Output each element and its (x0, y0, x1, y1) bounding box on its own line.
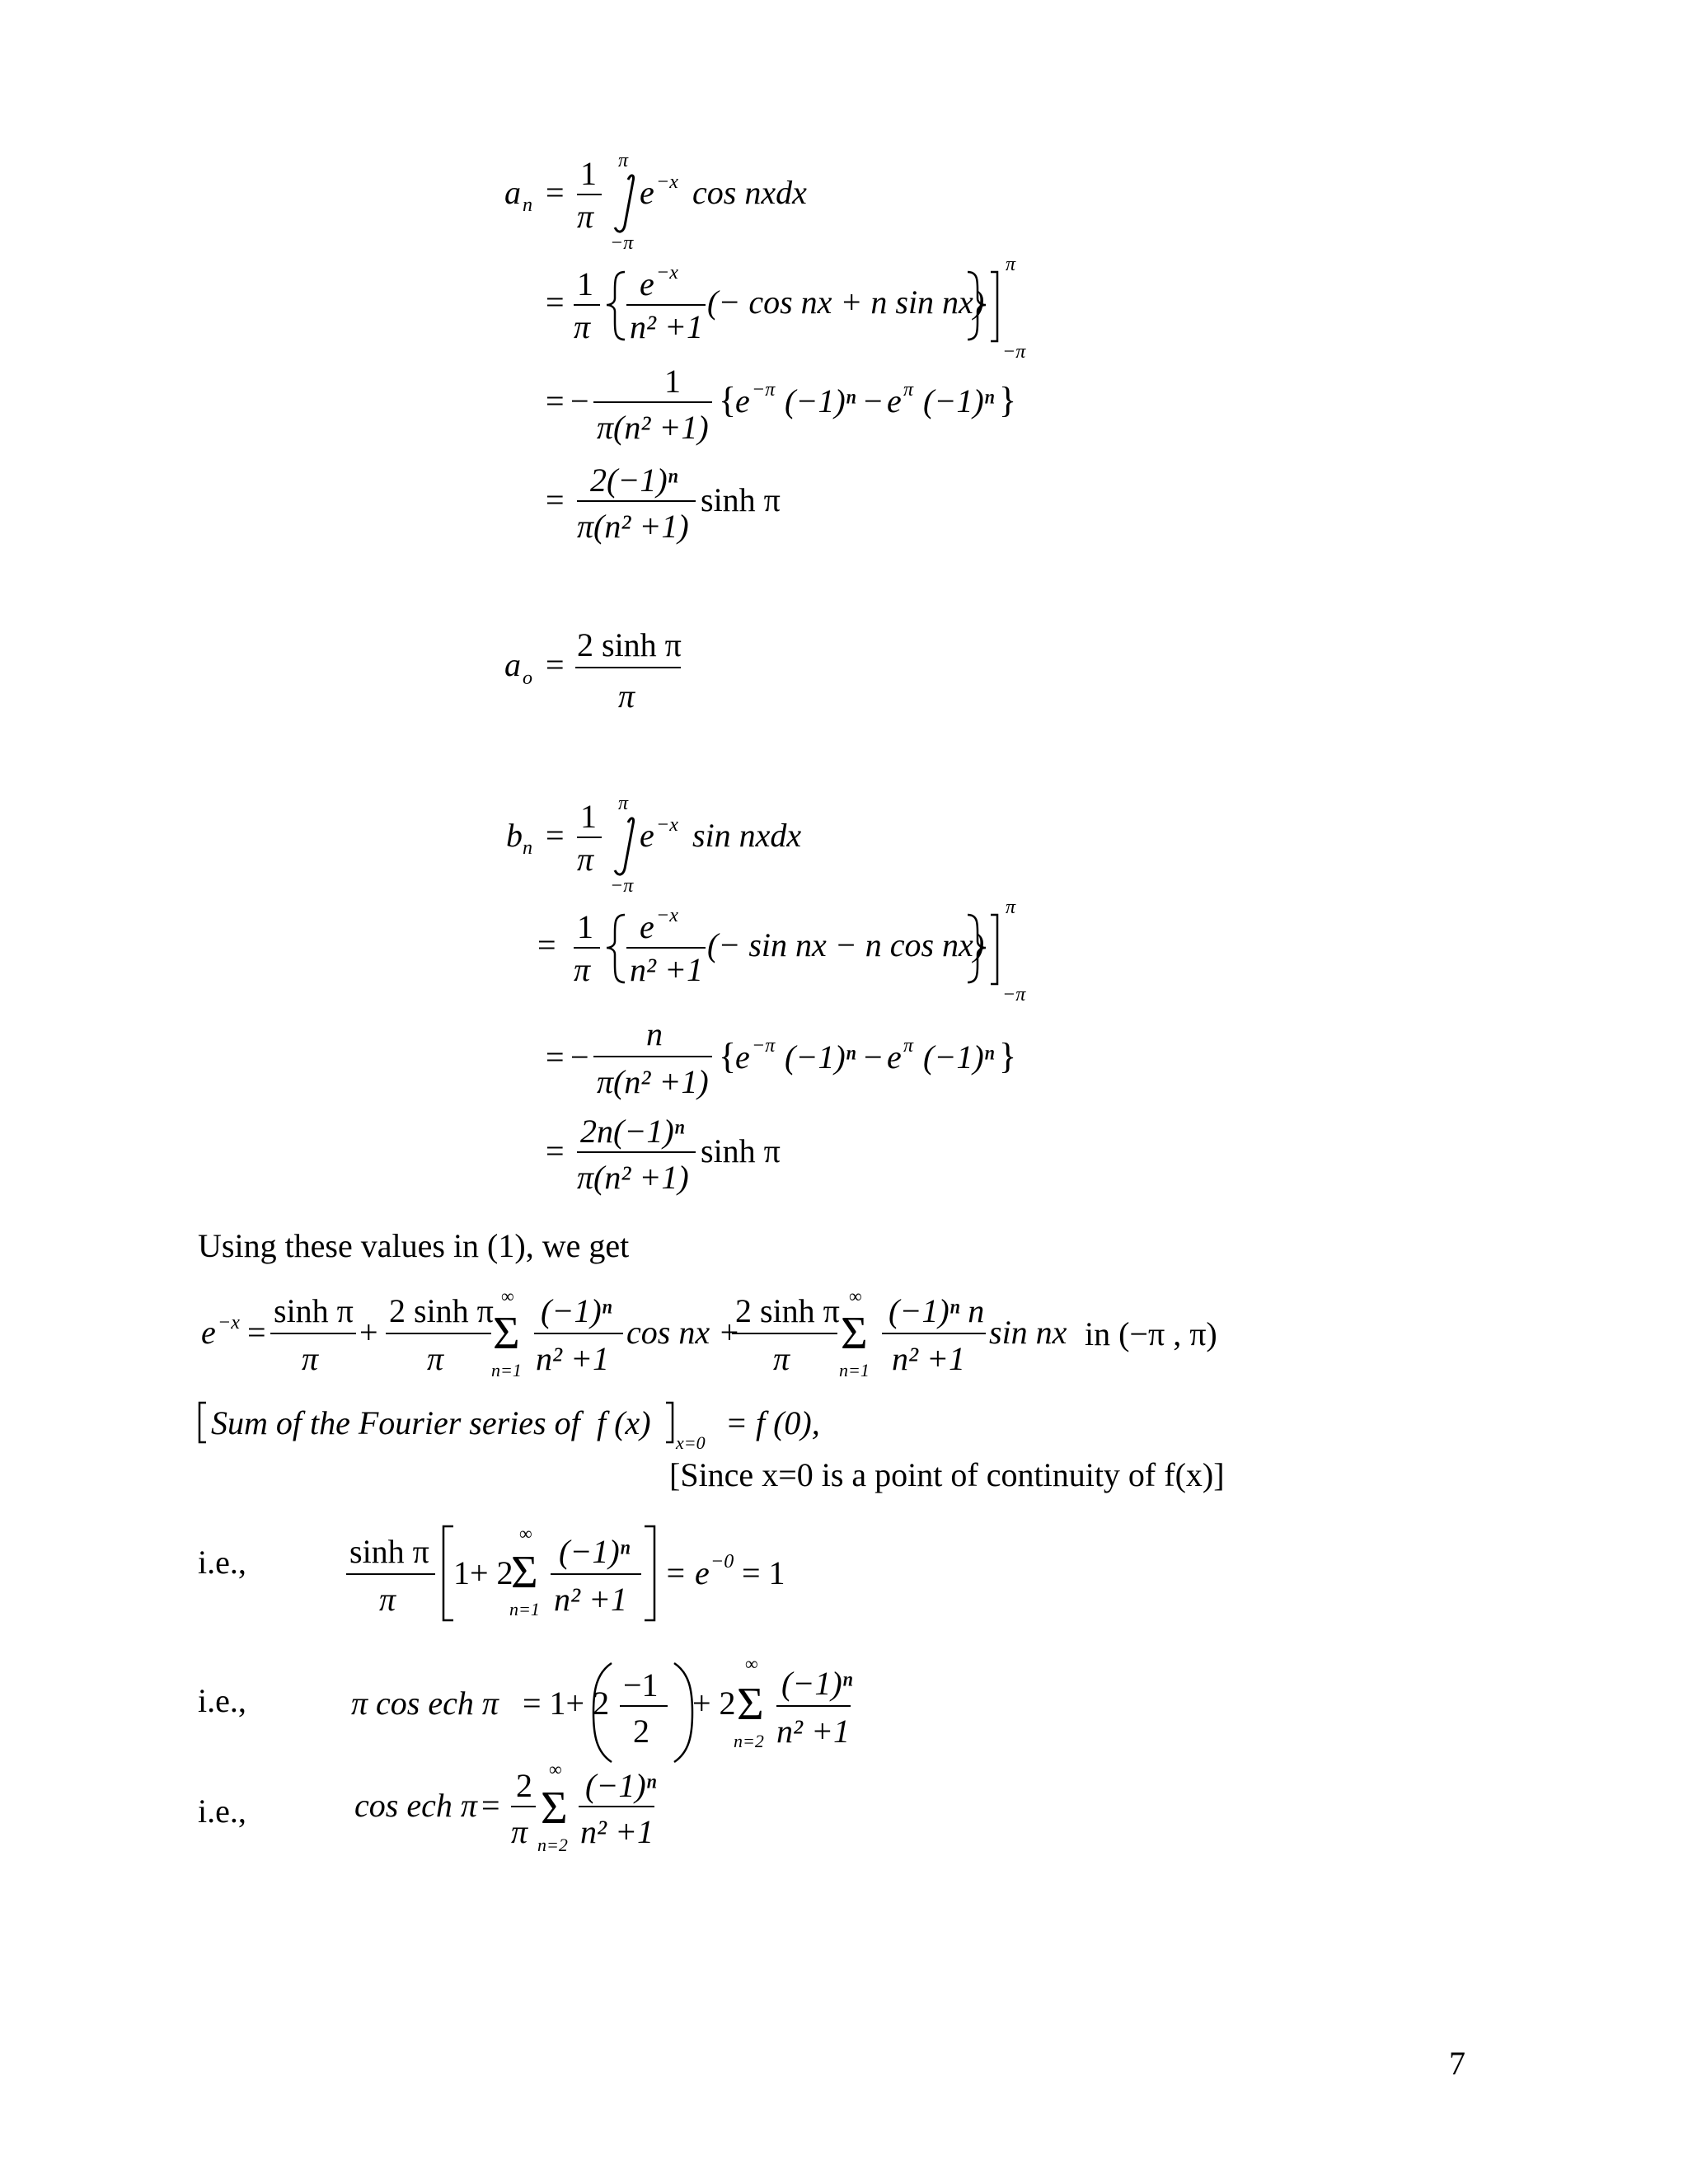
interval: in (−π , π) (1085, 1315, 1217, 1352)
left-brace: { (719, 1036, 737, 1076)
bn-subscript: n (523, 837, 532, 859)
two-num: 2 (516, 1767, 532, 1804)
exp-base: e (201, 1314, 216, 1351)
sum-lower-limit: n=1 (839, 1360, 870, 1380)
frac-denominator: π (577, 841, 594, 878)
equals-sign: = (546, 1132, 565, 1169)
sum-lower-limit: n=1 (509, 1599, 540, 1619)
page-number: 7 (1449, 2045, 1465, 2082)
frac-denominator: π (618, 677, 635, 715)
ao-subscript: o (523, 668, 532, 689)
an-subscript: n (523, 194, 532, 216)
pi-n2-plus-1: π(n² +1) (577, 1159, 689, 1196)
sum-upper-limit: ∞ (849, 1286, 862, 1306)
right-bracket (666, 1403, 673, 1442)
integral-lower-limit: −π (610, 875, 634, 897)
exp-base: e (735, 382, 750, 419)
exp-power: π (903, 1035, 914, 1057)
frac-denominator: π (574, 308, 591, 345)
right-paren (674, 1663, 692, 1762)
frac-numerator: 1 (577, 908, 593, 945)
evaluation-bracket (991, 915, 997, 984)
exp-base: e (887, 1038, 902, 1076)
exp-base: e (640, 174, 654, 211)
plus-sign: + (359, 1314, 378, 1351)
equals-sign: = (546, 284, 565, 321)
eq-e: = e (664, 1554, 710, 1591)
minus-one-power-n: (−1)ⁿ (781, 1665, 853, 1702)
n2-plus-1: n² +1 (630, 951, 703, 988)
one-plus-two: 1+ 2 (453, 1554, 513, 1591)
sum-lower-limit: n=2 (734, 1731, 764, 1751)
minus-one-power-n: (−1)ⁿ (923, 382, 995, 419)
cos-nx-plus: cos nx + (626, 1314, 741, 1351)
sigma-sign: Σ (493, 1308, 520, 1359)
exp-power: −x (656, 262, 678, 284)
bn-derivation (495, 791, 1071, 1220)
eq-one-plus-two: = 1+ 2 (523, 1685, 610, 1722)
integral-sign (615, 818, 634, 874)
two-minus-one-power-n: 2(−1)ⁿ (590, 462, 678, 499)
plus-two: + 2 (692, 1685, 736, 1722)
minus-one-power-n: (−1)ⁿ (923, 1038, 995, 1076)
exp-power: −x (656, 171, 678, 193)
right-brace: } (999, 380, 1017, 420)
left-bracket (443, 1526, 453, 1620)
exp-base: e (887, 382, 902, 419)
intro-sentence: Using these values in (1), we get (198, 1227, 630, 1264)
pi-cosech-pi: π cos ech π (351, 1685, 499, 1722)
exp-base: e (640, 265, 654, 302)
pi-n2-plus-1: π(n² +1) (597, 1063, 709, 1100)
sigma-sign: Σ (737, 1679, 764, 1730)
pi-n2-plus-1: π(n² +1) (597, 409, 709, 446)
equals-sign: = (247, 1314, 266, 1351)
sum-upper-limit: ∞ (501, 1286, 514, 1306)
sinh-pi: sinh π (274, 1292, 354, 1329)
equals-sign: = (546, 382, 565, 419)
minus-sign: − (570, 382, 589, 419)
sinh-pi: sinh π (349, 1533, 429, 1570)
frac-numerator: 1 (580, 155, 597, 192)
integral-upper-limit: π (618, 793, 629, 814)
equals-sign: = (546, 174, 565, 211)
sinh-pi: sinh π (701, 481, 781, 518)
f-of-x: f (x) (597, 1404, 651, 1441)
right-bracket (645, 1526, 654, 1620)
at-x-eq-0: x=0 (676, 1432, 706, 1453)
exp-power: −0 (710, 1551, 734, 1572)
minus-one-power-n: (−1)ⁿ (541, 1292, 612, 1329)
cosech-pi: cos ech π (354, 1787, 477, 1824)
frac-denominator: π (511, 1813, 528, 1850)
frac-denominator: π (302, 1340, 319, 1377)
equals-sign: = (481, 1787, 500, 1824)
minus-one-num: −1 (623, 1666, 659, 1704)
an-derivation (495, 148, 1071, 569)
frac-denominator: π (379, 1581, 396, 1618)
ie-label: i.e., (198, 1682, 246, 1719)
cos-nxdx: cos nxdx (692, 174, 807, 211)
minus-sign: − (864, 382, 883, 419)
pi-n2-plus-1: π(n² +1) (577, 508, 689, 545)
bn-bracket-expression: (− sin nx − n cos nx) (707, 926, 985, 963)
evaluation-bracket (991, 272, 997, 341)
minus-one-power-n: (−1)ⁿ (585, 1767, 657, 1804)
integral-lower-limit: −π (610, 232, 634, 254)
an-bracket-expression: (− cos nx + n sin nx) (707, 284, 985, 321)
left-bracket (199, 1403, 206, 1442)
ao-equation (495, 626, 709, 725)
continuity-note: [Since x=0 is a point of continuity of f(x)] (669, 1456, 1225, 1493)
left-brace (607, 272, 625, 340)
exp-base: e (735, 1038, 750, 1076)
frac-numerator: 1 (664, 363, 681, 400)
frac-numerator: 1 (580, 798, 597, 835)
ie-label: i.e., (198, 1793, 246, 1830)
frac-denominator: π (773, 1340, 790, 1377)
eq-one: = 1 (742, 1554, 785, 1591)
sigma-sign: Σ (511, 1547, 538, 1598)
sigma-sign: Σ (841, 1308, 868, 1359)
equals-sign: = (537, 926, 556, 963)
ie-equation-2 (346, 1648, 857, 1772)
fourier-note-text: Sum of the Fourier series of (211, 1404, 580, 1441)
integral-upper-limit: π (618, 150, 629, 171)
eval-upper-limit: π (1006, 897, 1016, 918)
exp-power: −π (752, 1035, 776, 1057)
sinh-pi: sinh π (701, 1132, 781, 1169)
n2-plus-1: n² +1 (630, 308, 703, 345)
frac-denominator: π (577, 198, 594, 235)
two-sinh-pi: 2 sinh π (735, 1292, 840, 1329)
minus-one-power-n: (−1)ⁿ (559, 1533, 631, 1570)
sum-upper-limit: ∞ (519, 1523, 532, 1544)
n2-plus-1: n² +1 (536, 1340, 609, 1377)
sum-upper-limit: ∞ (549, 1760, 562, 1779)
sum-lower-limit: n=1 (491, 1360, 522, 1380)
equals-sign: = (546, 1038, 565, 1076)
f-of-0: = f (0), (725, 1404, 820, 1441)
left-brace (607, 915, 625, 982)
exp-base: e (640, 817, 654, 854)
bn-lhs: b (506, 817, 523, 854)
eval-lower-limit: −π (1002, 341, 1026, 363)
left-brace: { (719, 380, 737, 420)
n2-plus-1: n² +1 (580, 1813, 654, 1850)
equals-sign: = (546, 817, 565, 854)
integral-sign (615, 176, 634, 232)
sum-lower-limit: n=2 (537, 1835, 568, 1855)
n2-plus-1: n² +1 (554, 1581, 627, 1618)
fourier-series-equation (195, 1277, 1266, 1385)
two-sinh-pi: 2 sinh π (577, 626, 682, 663)
sigma-sign: Σ (541, 1783, 568, 1834)
exp-power: −x (656, 905, 678, 926)
frac-denominator: π (427, 1340, 444, 1377)
ie-label: i.e., (198, 1544, 246, 1581)
minus-one-power-n: (−1)ⁿ (785, 382, 856, 419)
n2-plus-1: n² +1 (892, 1340, 965, 1377)
two-n-minus-one-power-n: 2n(−1)ⁿ (580, 1113, 685, 1150)
exp-power: −π (752, 379, 776, 401)
two-den: 2 (633, 1713, 649, 1750)
exp-base: e (640, 908, 654, 945)
minus-one-power-n: (−1)ⁿ (785, 1038, 856, 1076)
an-lhs: a (504, 174, 521, 211)
exp-power: −x (656, 814, 678, 836)
fourier-sum-note (195, 1391, 936, 1457)
n2-plus-1: n² +1 (776, 1713, 850, 1750)
minus-sign: − (570, 1038, 589, 1076)
frac-numerator-n: n (646, 1015, 663, 1052)
equals-sign: = (546, 646, 565, 683)
ie-equation-1 (338, 1508, 799, 1632)
equals-sign: = (546, 481, 565, 518)
minus-sign: − (864, 1038, 883, 1076)
eval-upper-limit: π (1006, 254, 1016, 275)
ao-lhs: a (504, 646, 521, 683)
sin-nxdx: sin nxdx (692, 817, 802, 854)
exp-power: −x (218, 1312, 240, 1333)
sum-upper-limit: ∞ (745, 1653, 758, 1674)
ie-equation-3 (354, 1760, 684, 1876)
sin-nx: sin nx (989, 1314, 1067, 1351)
two-sinh-pi: 2 sinh π (389, 1292, 494, 1329)
exp-power: π (903, 379, 914, 401)
frac-denominator: π (574, 951, 591, 988)
right-brace: } (999, 1036, 1017, 1076)
frac-numerator: 1 (577, 265, 593, 302)
minus-one-power-n-times-n: (−1)ⁿ n (889, 1292, 985, 1329)
eval-lower-limit: −π (1002, 984, 1026, 1005)
